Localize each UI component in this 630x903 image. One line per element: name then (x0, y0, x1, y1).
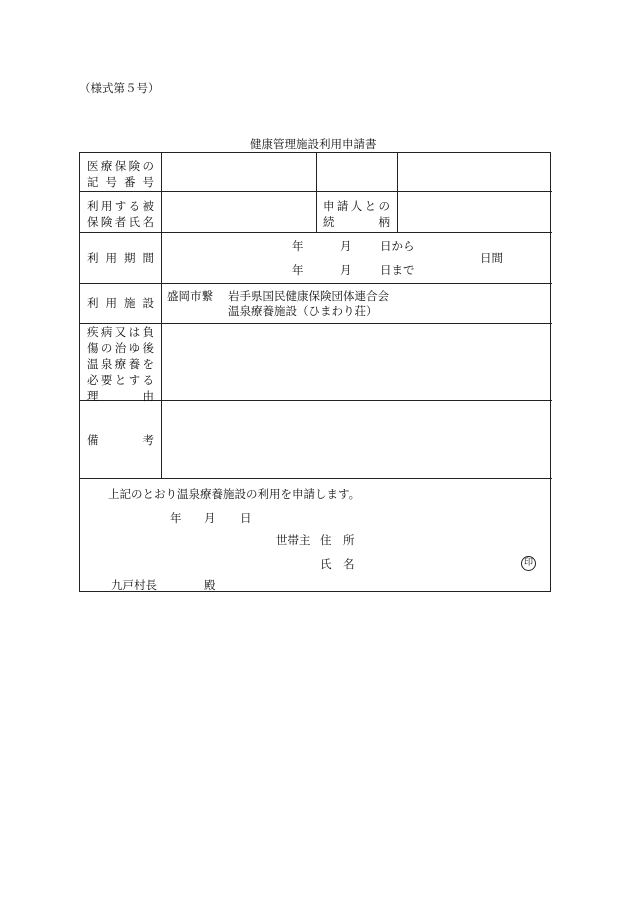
facility-organization: 岩手県国民健康保険団体連合会 (228, 289, 389, 303)
head-of-household: 世帯主 (276, 533, 311, 547)
reason-field[interactable] (162, 324, 550, 399)
insurance-number-field[interactable] (162, 154, 315, 190)
declaration-statement: 上記のとおり温泉療養施設の利用を申請します。 (108, 487, 361, 501)
addressee: 九戸村長 (111, 578, 157, 592)
period-from-day: 日から (380, 239, 415, 253)
honorific: 殿 (204, 578, 216, 592)
row-divider (80, 478, 552, 479)
facility-name: 温泉療養施設（ひまわり荘） (228, 304, 378, 318)
insurance-extra-field-1[interactable] (317, 154, 396, 190)
reason-label: 疾病又は負 傷の治ゆ後 温泉療養を 必要とする 理 由 (87, 325, 154, 403)
remarks-field[interactable] (162, 401, 550, 477)
period-label: 利用期間 (87, 251, 154, 265)
relationship-field[interactable] (398, 192, 550, 231)
facility-label: 利用施設 (87, 296, 154, 310)
name-label: 氏 名 (320, 557, 355, 571)
relationship-label: 申請人との 続 柄 (323, 199, 390, 229)
period-to-month: 月 (340, 263, 352, 277)
name-field[interactable] (370, 555, 510, 573)
insured-name-label: 利用する被 保険者氏名 (87, 199, 154, 229)
address-field[interactable] (370, 531, 520, 549)
period-to-day: 日まで (380, 263, 415, 277)
insurance-extra-field-2[interactable] (398, 154, 550, 190)
remarks-label: 備 考 (87, 433, 154, 447)
facility-info (162, 284, 550, 322)
date-year: 年 (170, 511, 182, 525)
period-to-year: 年 (292, 263, 304, 277)
application-form-table (79, 152, 551, 592)
period-from-year: 年 (292, 239, 304, 253)
period-from-month: 月 (340, 239, 352, 253)
period-field[interactable] (162, 233, 550, 282)
form-number: （様式第５号） (79, 81, 160, 95)
facility-city: 盛岡市繋 (167, 289, 213, 303)
insured-name-field[interactable] (162, 192, 315, 231)
insurance-number-label: 医療保険の 記号番号 (87, 159, 154, 189)
date-day: 日 (240, 511, 252, 525)
seal-mark-icon: 印 (521, 556, 536, 571)
date-month: 月 (204, 511, 216, 525)
document-title: 健康管理施設利用申請書 (250, 137, 377, 151)
address-label: 住 所 (320, 533, 355, 547)
period-days: 日間 (480, 251, 503, 265)
